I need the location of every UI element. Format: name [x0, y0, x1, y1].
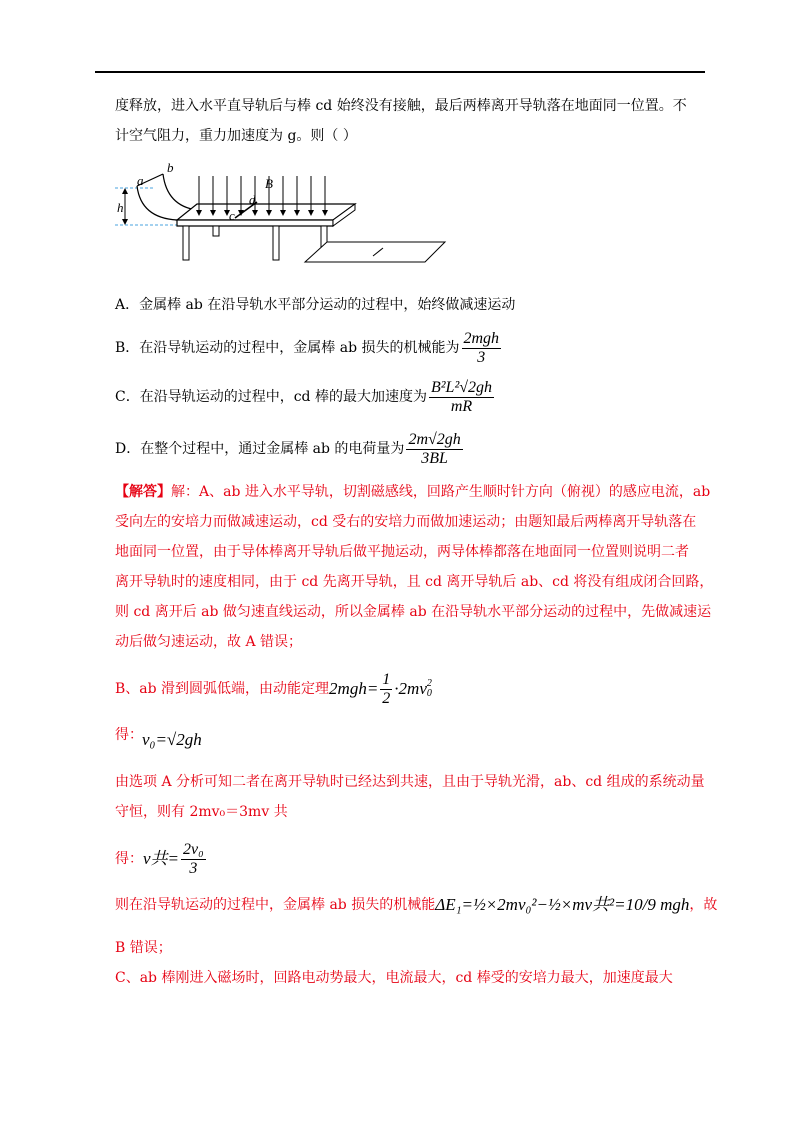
question-intro-line1: 度释放，进入水平直导轨后与棒 cd 始终没有接触，最后两棒离开导轨落在地面同一位置。不 [115, 98, 687, 114]
eq3-denominator: 3 [181, 859, 206, 878]
option-b-text: B．在沿导轨运动的过程中，金属棒 ab 损失的机械能为 [115, 340, 460, 356]
solution-energy-loss-text: 则在沿导轨运动的过程中，金属棒 ab 损失的机械能 [115, 897, 436, 913]
solution-line5: 则 cd 离开后 ab 做匀速直线运动，所以金属棒 ab 在沿导轨水平部分运动的过程中，先做减速运 [115, 604, 712, 620]
eq1-right: ·2mv [394, 679, 427, 698]
apparatus-figure [115, 160, 455, 270]
solution-energy-loss-line [115, 890, 717, 920]
option-c-denominator: mR [429, 397, 494, 416]
solution-de2-line [115, 838, 208, 880]
solution-line6: 动后做匀速运动，故 A 错误； [115, 634, 303, 650]
equation-vcommon [143, 841, 208, 878]
solution-b-text: B、ab 滑到圆弧低端，由动能定理 [115, 681, 330, 697]
option-c-fraction [429, 379, 494, 416]
header-rule [95, 71, 705, 73]
eq1-fraction [380, 671, 392, 708]
option-c [115, 375, 496, 419]
option-d-numerator: 2m√2gh [408, 430, 461, 448]
option-d [115, 427, 465, 471]
equation-energy: 2mgh= $\frac{1}{2}$ ·2mv 2 0 [329, 670, 432, 707]
option-a: A．金属棒 ab 在沿导轨水平部分运动的过程中，始终做减速运动 [115, 297, 516, 313]
solution-b-line [115, 668, 432, 710]
option-d-text: D．在整个过程中，通过金属棒 ab 的电荷量为 [115, 441, 405, 457]
option-d-fraction [406, 431, 462, 468]
solution-c-line: C、ab 棒刚进入磁场时，回路电动势最大，电流最大，cd 棒受的安培力最大，加速度最大 [115, 970, 673, 986]
option-b-numerator: 2mgh [463, 329, 500, 347]
solution-energy-loss-tail: ，故 [689, 897, 718, 913]
eq3-left: v共= [143, 849, 180, 868]
solution-line1 [115, 482, 710, 502]
eq1-numerator: 1 [382, 670, 391, 688]
label-c: c [229, 208, 235, 223]
option-b-denominator: 3 [462, 348, 502, 367]
solution-de2: 得： [115, 851, 143, 867]
equation-energy-loss: ΔE₁=½×2mv₀²−½×mv共²=10/9 mgh [435, 895, 690, 914]
solution-de1: 得： [115, 727, 143, 743]
solution-b-conclusion: B 错误； [115, 940, 172, 956]
eq1-denominator: 2 [382, 689, 391, 707]
solution-line3: 地面同一位置，由于导体棒离开导轨后做平抛运动，两导体棒都落在地面同一位置则说明二者 [115, 544, 689, 560]
option-b-fraction [462, 330, 502, 367]
option-c-text: C．在沿导轨运动的过程中，cd 棒的最大加速度为 [115, 389, 427, 405]
equation-v0: v₀=√2gh [142, 730, 202, 749]
solution-line4: 离开导轨时的速度相同，由于 cd 先离开导轨，且 cd 离开导轨后 ab、cd 将没有组成闭合回路， [115, 574, 714, 590]
label-h: h [117, 200, 124, 215]
label-a: a [137, 173, 144, 188]
question-intro-line2: 计空气阻力，重力加速度为 g。则（ ） [115, 128, 357, 144]
label-B: B [265, 176, 273, 191]
eq3-numerator: 2v₀ [183, 840, 204, 858]
option-b [115, 327, 503, 369]
eq3-fraction [181, 841, 206, 878]
eq1-left: 2mgh= [329, 679, 379, 698]
option-d-denominator: 3BL [406, 449, 462, 468]
option-c-numerator: B²L²√2gh [430, 378, 493, 396]
label-b: b [167, 160, 174, 175]
label-d: d [249, 192, 256, 207]
solution-text-line1: 解：A、ab 进入水平导轨，切割磁感线，回路产生顺时针方向（俯视）的感应电流，ab [171, 484, 711, 500]
solution-momentum-line2: 守恒，则有 2mv₀＝3mv 共 [115, 804, 288, 820]
solution-line2: 受向左的安培力而做减速运动，cd 受右的安培力而做加速运动；由题知最后两棒离开导轨落在 [115, 514, 697, 530]
solution-momentum-line1: 由选项 A 分析可知二者在离开导轨时已经达到共速，且由于导轨光滑，ab、cd 组成的系统动量 [115, 774, 705, 790]
solution-tag: 【解答】 [115, 484, 171, 500]
